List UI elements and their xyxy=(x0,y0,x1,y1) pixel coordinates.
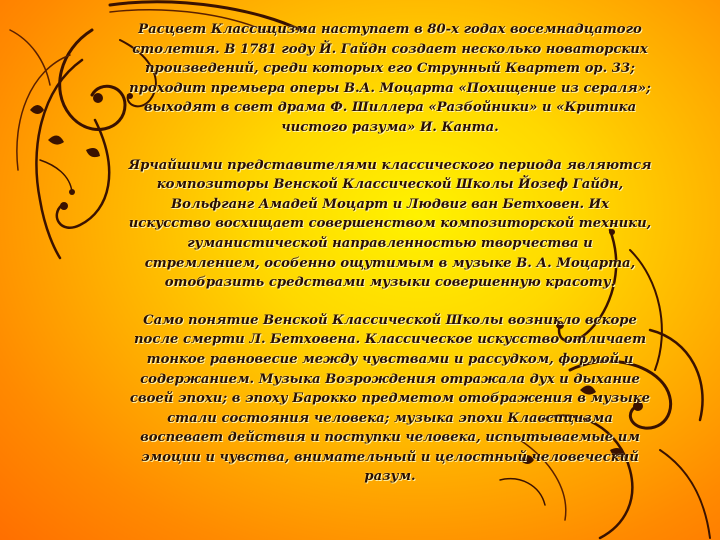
paragraph-vienna-school-concept: Само понятие Венской Классической Школы возникло вскоре после смерти Л. Бетховена. Классическое искусство отличает тонкое равновесие между чувствами и рассудком, формой и содержанием. Музыка Возрождения отражала дух и дыхание своей эпохи; в эпоху Барокко предметом отображения в музыке стали состояния человека; музыка эпохи Классицизма воспевает действия и поступки человека, испытываемые им эмоции и чувства, внимательный и целостный человеческий разум. xyxy=(129,312,651,485)
slide-text xyxy=(128,20,652,505)
paragraph-classicism-rise: Расцвет Классицизма наступает в 80-х годах восемнадцатого столетия. В 1781 году Й. Гайдн создает несколько новаторских произведений, среди которых его Струнный Квартет ор. 33; проходит премьера оперы В.А. Моцарта «Похищение из сераля»; выходят в свет драма Ф. Шиллера «Разбойники» и «Критика чистого разума» И. Канта. xyxy=(129,22,651,135)
paragraph-vienna-composers: Ярчайшими представителями классического периода являются композиторы Венской Классической Школы Йозеф Гайдн, Вольфганг Амадей Моцарт и Людвиг ван Бетховен. Их искусство восхищает совершенством композиторской техники, гуманистической направленностью творчества и стремлением, особенно ощутимым в музыке В. А. Моцарта, отобразить средствами музыки совершенную красоту. xyxy=(128,157,652,291)
